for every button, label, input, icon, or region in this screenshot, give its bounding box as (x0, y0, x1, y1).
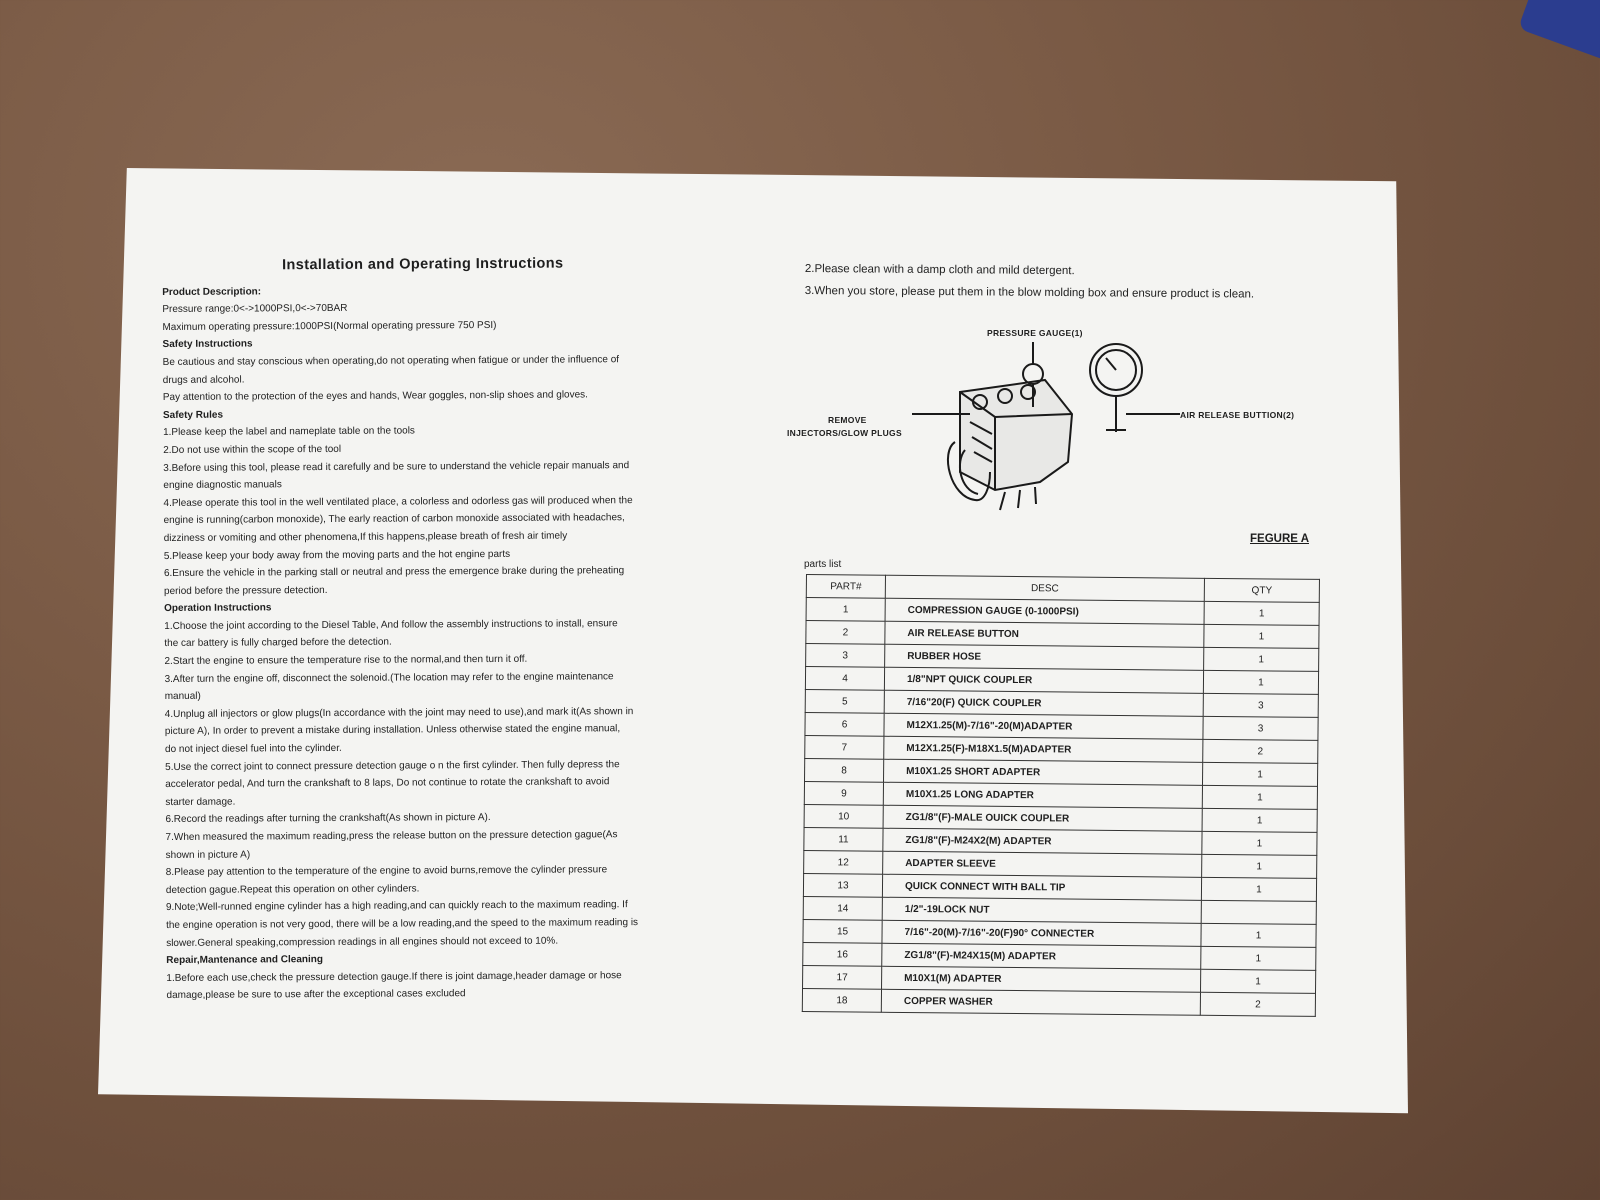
figure-a (787, 322, 1330, 537)
part-cell: 7 (805, 735, 884, 759)
repair-section (166, 966, 726, 1005)
qty-cell: 1 (1201, 877, 1316, 901)
part-cell: 2 (806, 621, 885, 645)
part-cell: 17 (803, 965, 882, 989)
qty-cell: 1 (1202, 762, 1317, 786)
text-line: detection gague.Repeat this operation on other cylinders. (165, 883, 420, 896)
operation-instructions-heading: Operation Instructions (164, 602, 272, 615)
text-line: 3.When you store, please put them in the blow molding box and ensure product is clean. (804, 284, 1255, 301)
text-line: 3.Before using this tool, please read it carefully and be sure to understand the vehicle repair manuals and (163, 459, 630, 474)
desc-cell: ADAPTER SLEEVE (883, 851, 1202, 877)
qty-cell: 2 (1200, 992, 1315, 1016)
part-cell: 9 (804, 781, 883, 805)
text-line: Be cautious and stay conscious when operating,do not operating when fatigue or under the influence of (162, 354, 620, 368)
part-cell: 4 (805, 667, 884, 691)
text-line: 4.Unplug all injectors or glow plugs(In accordance with the joint may need to use),and mark it(As shown in (164, 705, 634, 720)
qty-cell (1201, 900, 1316, 924)
qty-cell: 1 (1203, 670, 1318, 694)
part-cell: 8 (805, 758, 884, 782)
safety-instructions (163, 351, 723, 407)
text-line: engine is running(carbon monoxide), The early reaction of carbon monoxide associated with headaches, (163, 512, 625, 527)
part-cell: 5 (805, 689, 884, 713)
desc-cell: M12X1.25(M)-7/16"-20(M)ADAPTER (884, 713, 1203, 739)
document-title: Installation and Operating Instructions (281, 255, 564, 274)
desc-cell: 1/2"-19LOCK NUT (882, 897, 1201, 923)
text-line: 1.Please keep the label and nameplate table on the tools (163, 425, 415, 439)
part-cell: 18 (802, 988, 881, 1012)
table-row (802, 988, 1315, 1016)
left-column (162, 255, 727, 1005)
qty-column-header: QTY (1204, 578, 1319, 602)
text-line: 5.Use the correct joint to connect pressure detection gauge o n the first cylinder. Then fully depress the (165, 758, 620, 773)
qty-cell: 3 (1203, 716, 1318, 740)
text-line: the engine operation is not very good, there will be a low reading,and the speed to the maximum reading is (166, 917, 639, 931)
product-description-heading: Product Description: (162, 285, 262, 298)
desc-cell: M10X1(M) ADAPTER (882, 966, 1201, 992)
text-line: picture A), In order to prevent a mistake during installation. Unless otherwise stated the engine manual, (164, 723, 621, 738)
air-release-label: AIR RELEASE BUTTION(2) (1180, 410, 1295, 420)
text-line: 9.Note;Well-runned engine cylinder has a high reading,and can quickly reach to the maximum reading. If (165, 899, 628, 914)
pressure-gauge-label: PRESSURE GAUGE(1) (987, 328, 1083, 338)
text-line: 5.Please keep your body away from the moving parts and the hot engine parts (163, 548, 511, 562)
qty-cell: 3 (1203, 693, 1318, 717)
text-line: 7.When measured the maximum reading,press the release button on the pressure detection gague(As (165, 829, 618, 843)
qty-cell: 1 (1201, 946, 1316, 970)
desc-cell: M10X1.25 LONG ADAPTER (883, 782, 1202, 808)
text-line: damage,please be sure to use after the exceptional cases excluded (166, 988, 466, 1002)
text-line: 2.Do not use within the scope of the tool (163, 443, 342, 456)
part-cell: 11 (804, 827, 883, 851)
part-cell: 6 (805, 712, 884, 736)
text-line: dizziness or vomiting and other phenomena,If this happens,please breath of fresh air timely (163, 530, 568, 544)
desc-cell: ZG1/8"(F)-M24X15(M) ADAPTER (882, 943, 1201, 969)
safety-rules-heading: Safety Rules (162, 409, 224, 421)
safety-instructions-heading: Safety Instructions (162, 338, 253, 351)
qty-cell: 1 (1201, 923, 1316, 947)
text-line: 3.After turn the engine off, disconnect the solenoid.(The location may refer to the engine maintenance (164, 670, 614, 685)
text-line: shown in picture A) (165, 849, 251, 861)
parts-table-body (802, 598, 1319, 1017)
desc-column-header: DESC (885, 575, 1204, 601)
qty-cell: 1 (1204, 601, 1319, 625)
desc-cell: 7/16"20(F) QUICK COUPLER (884, 690, 1203, 716)
desc-cell: ZG1/8"(F)-MALE OUICK COUPLER (883, 805, 1202, 831)
desc-cell: AIR RELEASE BUTTON (885, 621, 1204, 647)
part-cell: 10 (804, 804, 883, 828)
part-cell: 13 (803, 873, 882, 897)
text-line: 1.Choose the joint according to the Diesel Table, And follow the assembly instructions to install, ensure (164, 618, 618, 632)
text-line: accelerator pedal, And turn the crankshaft to 8 laps, Do not continue to rotate the crankshaft to avoid (165, 776, 610, 791)
text-line: Maximum operating pressure:1000PSI(Normal operating pressure 750 PSI) (162, 319, 497, 333)
text-line: starter damage. (165, 796, 236, 808)
parts-table (802, 574, 1320, 1017)
part-cell: 3 (806, 644, 885, 668)
text-line: manual) (164, 691, 201, 703)
desc-cell: RUBBER HOSE (885, 644, 1204, 670)
text-line: the car battery is fully charged before the detection. (164, 637, 392, 650)
injectors-label: INJECTORS/GLOW PLUGS (787, 428, 902, 438)
text-line: 6.Record the readings after turning the crankshaft(As shown in picture A). (165, 812, 491, 826)
part-cell: 15 (803, 919, 882, 943)
repair-heading: Repair,Mantenance and Cleaning (166, 954, 324, 967)
desc-cell: COPPER WASHER (881, 989, 1200, 1015)
qty-cell: 1 (1202, 808, 1317, 832)
text-line: 1.Before each use,check the pressure detection gauge.If there is joint damage,header damage or hose (166, 969, 622, 984)
operation-instructions (164, 614, 726, 952)
desc-cell: 7/16"-20(M)-7/16"-20(F)90° CONNECTER (882, 920, 1201, 946)
qty-cell: 2 (1203, 739, 1318, 763)
text-line: 6.Ensure the vehicle in the parking stall or neutral and press the emergence brake during the preheating (163, 565, 625, 580)
parts-list-label: parts list (804, 559, 842, 570)
text-line: 2.Please clean with a damp cloth and mild detergent. (804, 262, 1075, 278)
part-cell: 12 (804, 850, 883, 874)
part-cell: 16 (803, 942, 882, 966)
qty-cell: 1 (1204, 647, 1319, 671)
figure-caption: FEGURE A (1250, 533, 1309, 545)
text-line: period before the pressure detection. (164, 584, 328, 597)
safety-rules (163, 421, 724, 600)
text-line: slower.General speaking,compression readings in all engines should not exceed to 10%. (166, 935, 559, 949)
text-line: 4.Please operate this tool in the well ventilated place, a colorless and odorless gas will produced when the (163, 494, 633, 509)
desc-cell: QUICK CONNECT WITH BALL TIP (882, 874, 1201, 900)
qty-cell: 1 (1201, 969, 1316, 993)
qty-cell: 1 (1202, 854, 1317, 878)
blue-object (1518, 0, 1600, 66)
part-cell: 1 (806, 598, 885, 622)
desc-cell: ZG1/8"(F)-M24X2(M) ADAPTER (883, 828, 1202, 854)
text-line: do not inject diesel fuel into the cylinder. (164, 742, 342, 756)
right-column (805, 258, 1325, 306)
text-line: 8.Please pay attention to the temperature of the engine to avoid burns,remove the cylinder pressure (165, 864, 608, 879)
text-line: Pressure range:0<->1000PSI,0<->70BAR (162, 303, 348, 316)
text-line: Pay attention to the protection of the eyes and hands, Wear goggles, non-slip shoes and gloves. (162, 389, 588, 404)
qty-cell: 1 (1202, 831, 1317, 855)
part-cell: 14 (803, 896, 882, 920)
remove-label: REMOVE (828, 415, 867, 425)
desc-cell: COMPRESSION GAUGE (0-1000PSI) (885, 598, 1204, 624)
part-column-header: PART# (806, 575, 885, 599)
text-line: drugs and alcohol. (162, 374, 245, 386)
product-description (162, 298, 722, 337)
qty-cell: 1 (1204, 624, 1319, 648)
text-line: 2.Start the engine to ensure the temperature rise to the normal,and then turn it off. (164, 653, 528, 668)
text-line: engine diagnostic manuals (163, 479, 282, 492)
desc-cell: M12X1.25(F)-M18X1.5(M)ADAPTER (884, 736, 1203, 762)
desc-cell: M10X1.25 SHORT ADAPTER (884, 759, 1203, 785)
qty-cell: 1 (1202, 785, 1317, 809)
desc-cell: 1/8"NPT QUICK COUPLER (884, 667, 1203, 693)
